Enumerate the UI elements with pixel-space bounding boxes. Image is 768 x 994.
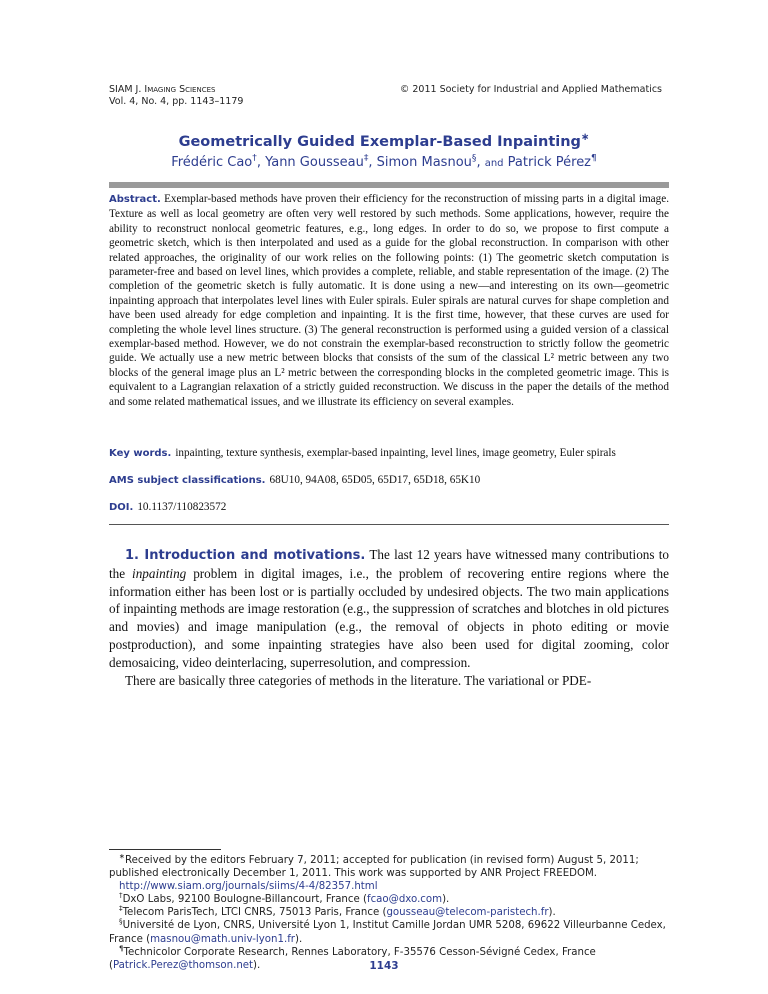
abstract-divider (109, 524, 669, 525)
footnote-3-email[interactable]: gousseau@telecom-paristech.fr (386, 907, 549, 919)
footnote-4-email[interactable]: masnou@math.univ-lyon1.fr (150, 933, 295, 945)
author-3-mark: § (471, 153, 477, 164)
journal-header (109, 84, 243, 108)
footnote-2-mark: † (119, 890, 123, 900)
intro-p1-emphasis: inpainting (132, 565, 187, 581)
author-4-mark: ¶ (591, 153, 597, 164)
footnote-1-text: Received by the editors February 7, 2011; accepted for publication (in revised form) August 5, 2011; published electronically December 1, 2011. This work was supported by ANR Project FREEDOM. (109, 855, 639, 880)
author-2: Yann Gousseau (265, 155, 364, 170)
intro-paragraph-1 (109, 546, 669, 672)
doi (109, 500, 669, 515)
footnote-5-mark: ¶ (119, 943, 124, 953)
author-4: Patrick Pérez (507, 155, 592, 170)
footnote-1-url-line (109, 880, 669, 893)
copyright-notice: © 2011 Society for Industrial and Applied Mathematics (399, 84, 662, 95)
title-footnote-mark: ∗ (580, 132, 590, 144)
ams-text: 68U10, 94A08, 65D05, 65D17, 65D18, 65K10 (269, 474, 481, 486)
footnote-divider (109, 849, 221, 850)
author-2-mark: ‡ (363, 153, 369, 164)
footnote-2-email[interactable]: fcao@dxo.com (366, 894, 443, 906)
footnote-2-close: ). (442, 894, 450, 906)
author-1: Frédéric Cao (171, 155, 253, 170)
ams-label: AMS subject classifications. (109, 475, 266, 486)
section-heading: 1. Introduction and motivations. (125, 548, 366, 563)
abstract-text: Exemplar-based methods have proven their efficiency for the reconstruction of missing parts in a digital image. Texture as well as local geometry are often very well restored by such methods. Some applications, however, require the ability to reconstruct nonlocal geometric features, e.g., long edges. In order to do so, we propose to first compute a geometric sketch, which is then interpolated and used as a guide for the global reconstruction. In comparison with other related approaches, the originality of our work relies on the following points: (1) The geometric sketch computation is parameter-free and based on level lines, which provides a complete, reliable, and stable representation of the image. (2) The completion of the geometric sketch is fully automatic. It is done using a new—and interesting on its own—geometric inpainting approach that interpolates level lines with Euler spirals. Euler spirals are natural curves for shape completion and have been used already for edge completion and inpainting. It is the first time, however, that these curves are used for completing the whole level lines structure. (3) The general reconstruction is performed using a guided version of a classical exemplar-based method. However, we do not constrain the exemplar-based reconstruction to strictly follow the geometric guide. We actually use a new metric between blocks that consists of the sum of the classical L² metric between any two blocks of the general image plus an L² metric between the corresponding blocks in the completed geometric image. This is equivalent to a Lagrangian relaxation of a strictly guided reconstruction. We discuss in the paper the details of the method and some related mathematical issues, and we illustrate its efficiency on several examples. (109, 193, 670, 408)
intro-paragraph-2: There are basically three categories of methods in the literature. The variational or PDE- (125, 672, 592, 688)
author-3: Simon Masnou (376, 155, 472, 170)
doi-label: DOI. (109, 502, 134, 513)
page-number: 1143 (369, 960, 399, 972)
keywords (109, 446, 669, 461)
footnote-1-url[interactable]: http://www.siam.org/journals/siims/4-4/82357.html (119, 881, 378, 893)
intro-p1-start: The last 12 years have witnessed many contributions to the (109, 547, 670, 581)
footnote-5-email[interactable]: Patrick.Perez@thomson.net (112, 959, 254, 971)
footnote-2-text: DxO Labs, 92100 Boulogne-Billancourt, France ( (122, 894, 367, 906)
footnote-3-close: ). (548, 907, 556, 919)
abstract (109, 192, 669, 409)
author-1-mark: † (252, 153, 257, 164)
footnote-4 (109, 919, 669, 945)
introduction-section (109, 546, 669, 689)
paper-title (0, 134, 768, 150)
keywords-label: Key words. (109, 448, 172, 459)
footnote-4-close: ). (294, 933, 303, 945)
footnote-1 (109, 851, 669, 880)
journal-volume: Vol. 4, No. 4, pp. 1143–1179 (109, 96, 244, 107)
author-and: and (484, 158, 504, 169)
keywords-text: inpainting, texture synthesis, exemplar-based inpainting, level lines, image geometry, Euler spirals (175, 447, 616, 459)
footnote-5-close: ). (253, 959, 261, 971)
footnote-3-mark: ‡ (119, 903, 123, 913)
journal-name: SIAM J. Imaging Sciences (109, 84, 216, 95)
paper-title-text: Geometrically Guided Exemplar-Based Inpainting (178, 134, 581, 150)
footnote-3-text: Telecom ParisTech, LTCI CNRS, 75013 Paris, France ( (122, 907, 387, 919)
footnote-5-text: Technicolor Corporate Research, Rennes Laboratory, F-35576 Cesson-Sévigné Cedex, France ( (109, 946, 596, 971)
ams-classifications (109, 473, 669, 488)
footnote-2 (109, 890, 669, 906)
abstract-label: Abstract. (109, 194, 161, 205)
footnote-3 (109, 903, 669, 919)
author-list: Frédéric Cao†, Yann Gousseau‡, Simon Masnou§, and Patrick Pérez¶ (171, 153, 597, 170)
title-divider (109, 182, 669, 188)
intro-p1-end: problem in digital images, i.e., the problem of recovering entire regions where the information either has been lost or is partially occluded by undesired objects. The two main applications of inpainting methods are image restoration (e.g., the suppression of scratches and blotches in old pictures and movies) and image manipulation (e.g., the removal of objects in photo editing or movie postproduction), and some inpainting strategies have also been used for digital zooming, color demosaicing, video deinterlacing, superresolution, and compression. (109, 565, 669, 670)
footnote-4-text: Université de Lyon, CNRS, Université Lyon 1, Institut Camille Jordan UMR 5208, 69622 Villeurbanne Cedex, France ( (109, 920, 666, 945)
footnote-1-mark: ∗ (119, 851, 125, 861)
footnotes (109, 851, 669, 972)
footnote-4-mark: § (119, 917, 123, 927)
doi-text: 10.1137/110823572 (137, 501, 227, 513)
